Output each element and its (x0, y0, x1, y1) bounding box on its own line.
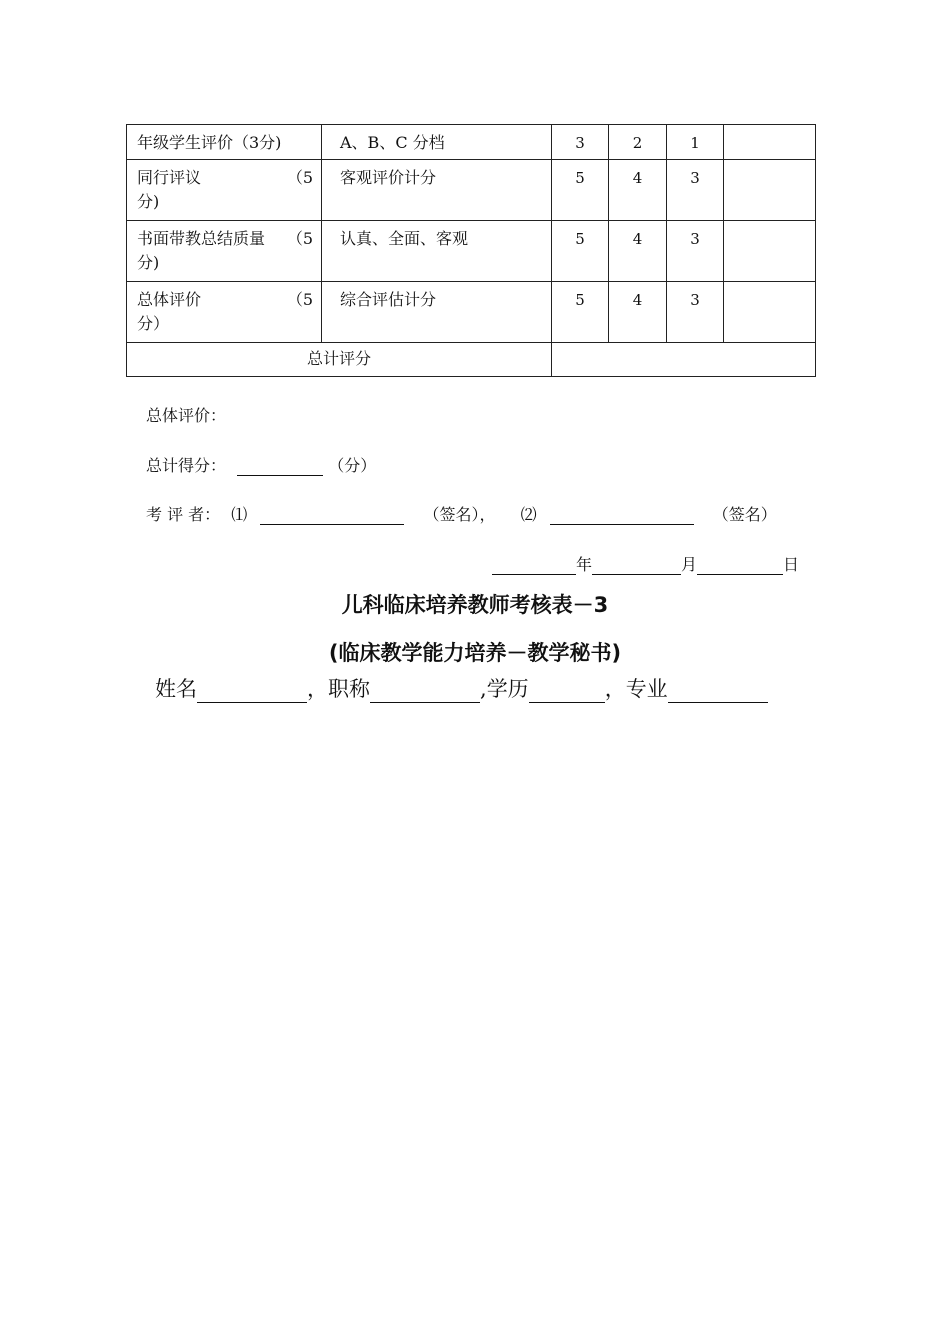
month-blank[interactable] (592, 556, 681, 575)
form-subtitle: (临床教学能力培养－教学秘书) (328, 641, 622, 665)
reviewers-line (146, 502, 777, 525)
reviewer-2-mark: ⑵ (520, 505, 537, 524)
score-cell: 5 (552, 221, 609, 282)
name-blank[interactable] (197, 678, 307, 703)
separator: ， (604, 677, 626, 701)
education-label: 学历 (486, 677, 529, 701)
day-label: 日 (783, 555, 800, 574)
form-title: 儿科临床培养教师考核表－3 (341, 593, 609, 617)
result-cell[interactable] (724, 160, 816, 221)
table-row (127, 160, 816, 221)
total-score-label-text: 总计得分： (146, 456, 227, 475)
reviewer-2-sign-label: （签名） (712, 505, 777, 524)
name-label: 姓名 (155, 677, 197, 701)
reviewer-1-mark: ⑴ (231, 505, 248, 524)
standard-cell: 认真、全面、客观 (322, 221, 552, 282)
score-cell: 5 (552, 282, 609, 343)
standard-cell: 客观评价计分 (322, 160, 552, 221)
separator: , (480, 677, 487, 701)
score-cell: 3 (552, 125, 609, 160)
item-label: 总体评价 (137, 290, 202, 309)
score-cell: 3 (667, 282, 724, 343)
score-cell: 1 (667, 125, 724, 160)
total-score-blank[interactable] (237, 457, 323, 476)
score-cell: 4 (609, 160, 667, 221)
item-label: 年级学生评价（3分) (137, 133, 282, 152)
table-row (127, 125, 816, 160)
title-blank[interactable] (370, 678, 480, 703)
title-label: 职称 (328, 677, 370, 701)
major-label: 专业 (625, 677, 668, 701)
reviewer-2-signature-blank[interactable] (550, 506, 694, 525)
major-blank[interactable] (668, 678, 768, 703)
score-table (126, 124, 816, 377)
item-label: 同行评议 (137, 168, 202, 187)
personal-info-line (155, 673, 768, 703)
score-cell: 3 (667, 221, 724, 282)
reviewers-label: 考 评 者： (146, 505, 221, 524)
total-score-unit: （分） (328, 456, 377, 475)
year-label: 年 (576, 555, 593, 574)
month-label: 月 (681, 555, 698, 574)
item-cell (127, 160, 322, 221)
day-blank[interactable] (697, 556, 783, 575)
reviewer-1-sign-label: （签名）， (423, 505, 496, 524)
standard-cell: A、B、C 分档 (322, 125, 552, 160)
score-cell: 4 (609, 282, 667, 343)
item-cell (127, 282, 322, 343)
item-label-points: （5 (286, 290, 313, 309)
item-label-cont: 分） (137, 314, 170, 333)
overall-evaluation-label: 总体评价： (146, 406, 227, 425)
total-score-line (146, 453, 376, 476)
total-score-label: 总计评分 (127, 343, 552, 377)
year-blank[interactable] (492, 556, 576, 575)
item-label-points: （5 (286, 168, 313, 187)
reviewer-1-signature-blank[interactable] (260, 506, 404, 525)
table-row (127, 221, 816, 282)
item-label-cont: 分) (137, 253, 160, 272)
result-cell[interactable] (724, 125, 816, 160)
item-cell (127, 221, 322, 282)
score-cell: 4 (609, 221, 667, 282)
education-blank[interactable] (529, 678, 605, 703)
item-label-cont: 分) (137, 192, 160, 211)
total-row (127, 343, 816, 377)
result-cell[interactable] (724, 221, 816, 282)
result-cell[interactable] (724, 282, 816, 343)
item-cell (127, 125, 322, 160)
total-score-cell[interactable] (552, 343, 816, 377)
table-row (127, 282, 816, 343)
standard-cell: 综合评估计分 (322, 282, 552, 343)
item-label: 书面带教总结质量 (137, 229, 266, 248)
separator: ， (307, 677, 328, 701)
date-line (492, 552, 799, 575)
score-cell: 3 (667, 160, 724, 221)
score-cell: 5 (552, 160, 609, 221)
item-label-points: （5 (286, 229, 313, 248)
score-cell: 2 (609, 125, 667, 160)
